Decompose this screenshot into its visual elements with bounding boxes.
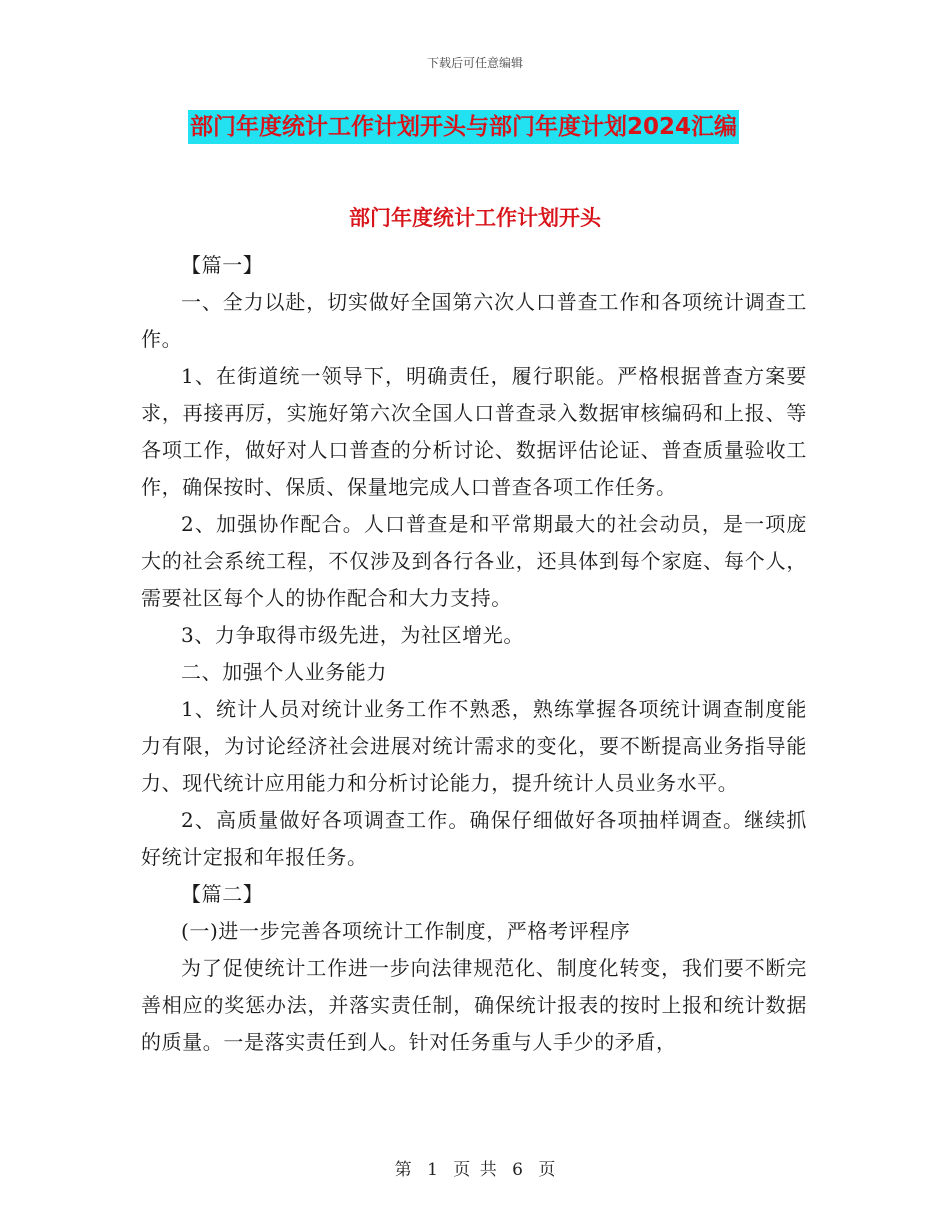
section-title: 部门年度统计工作计划开头 — [349, 206, 601, 230]
header-note: 下载后可任意编辑 — [426, 56, 523, 70]
footer-mid: 页 共 — [453, 1160, 497, 1180]
footer-prefix: 第 — [394, 1160, 412, 1180]
paragraph: 2、加强协作配合。人口普查是和平常期最大的社会动员，是一项庞大的社会系统工程，不仅涉及到各行各业，还具体到每个家庭、每个人，需要社区每个人的协作配合和大力支持。 — [141, 512, 807, 610]
paragraph: 1、在街道统一领导下，明确责任，履行职能。严格根据普查方案要求，再接再厉，实施好第六次全国人口普查录入数据审核编码和上报、等各项工作，做好对人口普查的分析讨论、数据评估论证、普查质量验收工作，确保按时、保质、保量地完成人口普查各项工作任务。 — [141, 364, 807, 499]
document-body — [141, 247, 807, 1061]
paragraph: 【篇一】 — [181, 253, 264, 277]
paragraph: 1、统计人员对统计业务工作不熟悉，熟练掌握各项统计调查制度能力有限，为讨论经济社会进展对统计需求的变化，要不断提高业务指导能力、现代统计应用能力和分析讨论能力，提升统计人员业务水平。 — [141, 697, 807, 795]
paragraph: 一、全力以赴，切实做好全国第六次人口普查工作和各项统计调查工作。 — [141, 290, 807, 351]
page-footer — [0, 1155, 950, 1180]
document-title: 部门年度统计工作计划开头与部门年度计划2024汇编 — [188, 110, 739, 144]
paragraph: 2、高质量做好各项调查工作。确保仔细做好各项抽样调查。继续抓好统计定报和年报任务。 — [141, 808, 807, 869]
paragraph: (一)进一步完善各项统计工作制度，严格考评程序 — [181, 919, 631, 943]
page-total: 6 — [512, 1160, 523, 1180]
footer-suffix: 页 — [538, 1160, 556, 1180]
page-number: 1 — [427, 1160, 438, 1180]
paragraph: 3、力争取得市级先进，为社区增光。 — [181, 623, 524, 647]
paragraph: 二、加强个人业务能力 — [181, 660, 387, 684]
paragraph: 为了促使统计工作进一步向法律规范化、制度化转变，我们要不断完善相应的奖惩办法，并落实责任制，确保统计报表的按时上报和统计数据的质量。一是落实责任到人。针对任务重与人手少的矛盾， — [141, 956, 807, 1054]
paragraph: 【篇二】 — [181, 882, 264, 906]
